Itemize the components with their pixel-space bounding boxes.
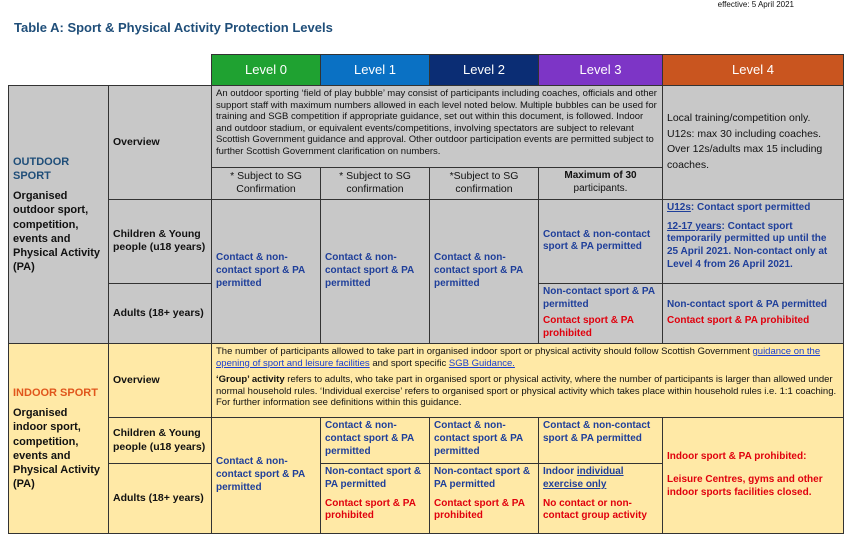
outdoor-l3-max-rest: participants. bbox=[573, 182, 628, 194]
outdoor-l1-permitted: Contact & non-contact sport & PA permitted bbox=[321, 199, 430, 343]
outdoor-adults-label: Adults (18+ years) bbox=[109, 283, 212, 343]
outdoor-l0-subject: * Subject to SG Confirmation bbox=[212, 168, 321, 200]
effective-date: effective: 5 April 2021 bbox=[717, 0, 794, 9]
level-4-header: Level 4 bbox=[663, 55, 844, 86]
level-2-header: Level 2 bbox=[430, 55, 539, 86]
outdoor-overview-label: Overview bbox=[109, 86, 212, 200]
outdoor-l3-adults-noncontact: Non-contact sport & PA permitted bbox=[543, 285, 655, 310]
indoor-l4 bbox=[663, 418, 844, 534]
indoor-section-label bbox=[9, 344, 109, 534]
indoor-l2-adults-noncontact: Non-contact sport & PA permitted bbox=[434, 466, 531, 490]
outdoor-l3-max bbox=[539, 168, 663, 200]
indoor-heading: INDOOR SPORT bbox=[13, 387, 98, 400]
indoor-l1-adults-noncontact: Non-contact sport & PA permitted bbox=[325, 466, 422, 490]
indoor-overview-p2: ‘Group’ activity refers to adults, who take part in organised sport or physical activity, where the number of participants is larger than allowed under normal household rules. ‘Individual exercise’ refers to organised sport or physical activity which takes place within household rules i.e. 1:1 coaching. For further information see definitions within this guidance. bbox=[216, 374, 837, 409]
outdoor-l4-u12: U12s: Contact sport permitted bbox=[667, 201, 811, 213]
indoor-overview-row bbox=[9, 344, 844, 418]
indoor-l2-children: Contact & non-contact sport & PA permitted bbox=[430, 418, 539, 464]
indoor-l3-children: Contact & non-contact sport & PA permitted bbox=[539, 418, 663, 464]
indoor-l3-adults bbox=[539, 464, 663, 534]
level-1-header: Level 1 bbox=[321, 55, 430, 86]
outdoor-children-row bbox=[9, 199, 844, 283]
page-title: Table A: Sport & Physical Activity Protection Levels bbox=[14, 20, 333, 35]
indoor-l3-adults-individual: Indoor individual exercise only bbox=[543, 466, 624, 490]
indoor-l3-adults-nogroup: No contact or non-contact group activity bbox=[543, 497, 647, 522]
outdoor-l1-subject: * Subject to SG confirmation bbox=[321, 168, 430, 200]
outdoor-l4-overview-2: U12s: max 30 including coaches. bbox=[667, 127, 822, 140]
indoor-children-row bbox=[9, 418, 844, 464]
indoor-l2-adults bbox=[430, 464, 539, 534]
outdoor-l4-overview-3: Over 12s/adults max 15 including coaches. bbox=[667, 143, 823, 172]
outdoor-l2-subject: *Subject to SG confirmation bbox=[430, 168, 539, 200]
outdoor-l4-1217: 12-17 years: Contact sport temporarily permitted up until the 25 April 2021. Non-contact only at Level 4 from 26 April 2021. bbox=[667, 220, 828, 271]
outdoor-l4-adults bbox=[663, 283, 844, 343]
indoor-l1-children: Contact & non-contact sport & PA permitted bbox=[321, 418, 430, 464]
outdoor-l4-overview-1: Local training/competition only. bbox=[667, 111, 811, 124]
outdoor-l4-overview bbox=[663, 86, 844, 200]
indoor-l0-permitted: Contact & non-contact sport & PA permitted bbox=[212, 418, 321, 534]
outdoor-overview-text: An outdoor sporting ‘field of play bubble’ may consist of participants including coaches, officials and other support staff with maximum numbers allowed in each level noted below. Multiple bubbles can be used for training and SGB competition if appropriate guidance, set out within this document, is followed. Indoor and outdoor stadium, or equivalent events/competitions, involving spectators are subject to relevant Scottish Government guidance and approval. Other outdoor participation events are permitted subject to further Scottish Government clarification on numbers. bbox=[212, 86, 663, 168]
outdoor-l0-permitted: Contact & non-contact sport & PA permitted bbox=[212, 199, 321, 343]
outdoor-section-label bbox=[9, 86, 109, 344]
outdoor-l4-adults-noncontact: Non-contact sport & PA permitted bbox=[667, 298, 828, 310]
outdoor-l4-children bbox=[663, 199, 844, 283]
indoor-l1-adults bbox=[321, 464, 430, 534]
indoor-description: Organised indoor sport, competition, events and Physical Activity (PA) bbox=[13, 407, 101, 490]
outdoor-l3-adults bbox=[539, 283, 663, 343]
outdoor-children-label: Children & Young people (u18 years) bbox=[109, 199, 212, 283]
indoor-overview-p1: The number of participants allowed to take part in organised indoor sport or physical activity should follow Scottish Government guidance on the opening of sport and leisure facilities and sport specific SGB Guidance. bbox=[216, 346, 821, 369]
outdoor-l2-permitted: Contact & non-contact sport & PA permitted bbox=[430, 199, 539, 343]
outdoor-description: Organised outdoor sport, competition, events and Physical Activity (PA) bbox=[13, 190, 101, 273]
indoor-l1-adults-prohibited: Contact sport & PA prohibited bbox=[325, 497, 416, 522]
indoor-l4-closed: Leisure Centres, gyms and other indoor sports facilities closed. bbox=[667, 474, 823, 498]
outdoor-l3-children: Contact & non-contact sport & PA permitted bbox=[539, 199, 663, 283]
outdoor-l3-adults-prohibited: Contact sport & PA prohibited bbox=[543, 315, 634, 340]
indoor-overview-text bbox=[212, 344, 844, 418]
level-3-header: Level 3 bbox=[539, 55, 663, 86]
outdoor-l3-max-bold: Maximum of 30 bbox=[564, 170, 637, 181]
indoor-children-label: Children & Young people (u18 years) bbox=[109, 418, 212, 464]
outdoor-overview-row bbox=[9, 86, 844, 168]
indoor-overview-label: Overview bbox=[109, 344, 212, 418]
outdoor-heading: OUTDOOR SPORT bbox=[13, 156, 70, 183]
protection-levels-table bbox=[8, 54, 844, 534]
indoor-adults-label: Adults (18+ years) bbox=[109, 464, 212, 534]
level-0-header: Level 0 bbox=[212, 55, 321, 86]
indoor-l4-prohibited: Indoor sport & PA prohibited: bbox=[667, 451, 807, 463]
header-spacer bbox=[9, 55, 212, 86]
outdoor-l4-adults-prohibited: Contact sport & PA prohibited bbox=[667, 315, 810, 327]
sgb-guidance-link[interactable]: SGB Guidance. bbox=[448, 357, 515, 369]
guidance-link[interactable]: guidance on the opening of sport and leisure facilities bbox=[216, 346, 821, 369]
indoor-l2-adults-prohibited: Contact sport & PA prohibited bbox=[434, 497, 525, 522]
levels-header-row bbox=[9, 55, 844, 86]
